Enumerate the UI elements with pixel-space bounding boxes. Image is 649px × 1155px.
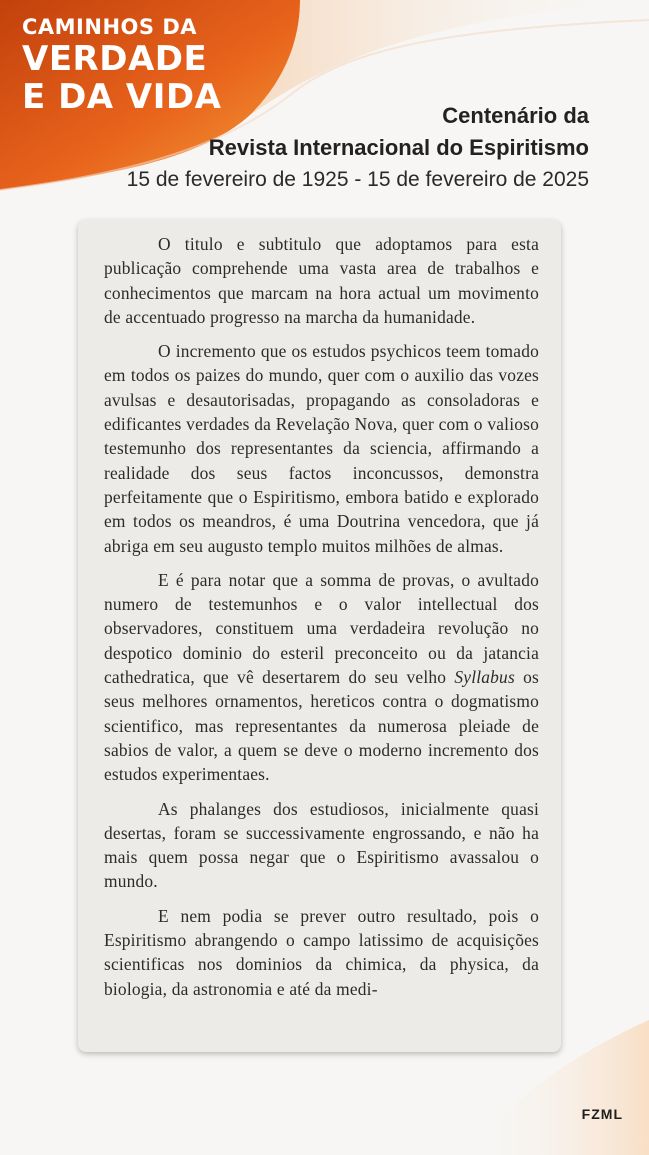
- article-paragraph-3: E é para notar que a somma de provas, o avultado numero de testemunhos e o valor intellectual dos observadores, constituem uma verdadeira revolução no despotico dominio do esteril preconceito ou da jatancia cathedratica, que vê desertarem do seu velho Syllabus os seus melhores ornamentos, hereticos contra o dogmatismo scientifico, mas representantes da numerosa pleiade de sabios de valor, a quem se deve o moderno incremento dos estudos experimentaes.: [104, 569, 539, 785]
- page-heading: [127, 100, 589, 196]
- brand-line-1: CAMINHOS DA: [22, 15, 197, 39]
- brand-line-3: E DA VIDA: [22, 77, 222, 117]
- scanned-article: [78, 220, 561, 1052]
- heading-title-1: Centenário da: [442, 103, 589, 128]
- article-paragraph-1: O titulo e subtitulo que adoptamos para esta publicação comprehende uma vasta area de trabalhos e conhecimentos que marcam na hora actual um movimento de accentuado progresso na marcha da humanidade.: [104, 234, 539, 327]
- heading-title-2: Revista Internacional do Espiritismo: [208, 135, 589, 160]
- syllabus-italic: Syllabus: [454, 667, 515, 688]
- heading-dates: 15 de fevereiro de 1925 - 15 de fevereiro de 2025: [126, 168, 589, 191]
- brand-line-2: VERDADE: [22, 39, 208, 79]
- bottom-swoosh: [0, 1020, 649, 1155]
- article-paragraph-2: O incremento que os estudos psychicos teem tomado em todos os paizes do mundo, quer com o auxilio das vozes avulsas e desautorisadas, propagando as consoladoras e edificantes verdades da Revelação Nova, quer com o valioso testemunho dos representantes da sciencia, affirmando a realidade dos seus factos inconcussos, demonstra perfeitamente que o Espiritismo, embora batido e explorado em todos os meandros, é uma Doutrina vencedora, que já abriga em seu augusto templo muitos milhões de almas.: [104, 341, 539, 556]
- article-paragraph-5: E nem podia se prever outro resultado, pois o Espiritismo abrangendo o campo latissimo de acquisições scientificas nos dominios da chimica, da physica, da biologia, da astronomia e até da medi-: [104, 905, 539, 999]
- article-paragraph-4: As phalanges dos estudiosos, inicialmente quasi desertas, foram se successivamente engrossando, e não ha mais quem possa negar que o Espiritismo avassalou o mundo.: [104, 798, 539, 892]
- fzml-logo: FZML: [581, 1106, 623, 1122]
